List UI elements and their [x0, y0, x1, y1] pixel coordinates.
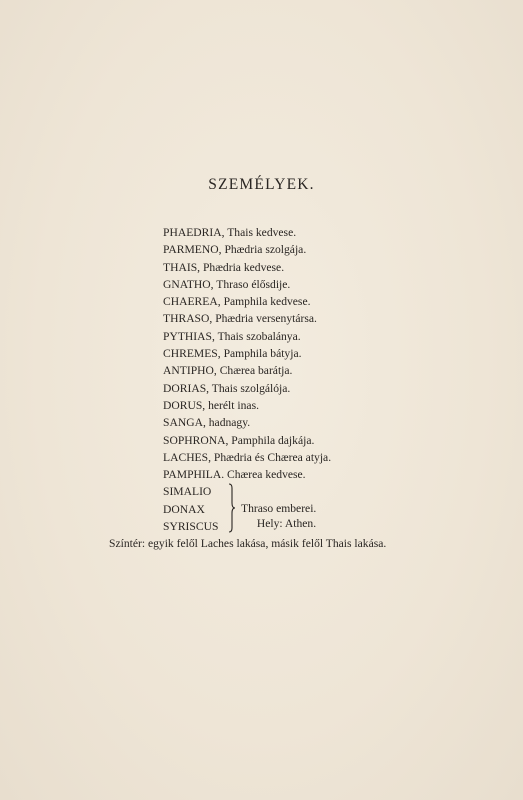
character-name: CHAEREA, [163, 295, 221, 309]
character-name: THRASO, [163, 312, 213, 326]
character-name: SANGA, [163, 416, 206, 430]
character-description: Phædria versenytársa. [215, 312, 317, 326]
cast-list [163, 224, 493, 535]
cast-row [163, 241, 493, 258]
character-description: hadnagy. [208, 416, 251, 430]
cast-row [163, 414, 493, 431]
cast-row [163, 466, 493, 483]
character-name: PYTHIAS, [163, 329, 215, 343]
character-description: Thraso élősdije. [216, 277, 291, 291]
character-name: DORUS, [163, 398, 206, 412]
cast-row [163, 259, 493, 276]
character-description: Chærea barátja. [219, 364, 293, 378]
character-name: PAMPHILA. [163, 468, 225, 482]
page-title: SZEMÉLYEK. [208, 176, 315, 193]
cast-row [163, 432, 493, 449]
setting-block [0, 517, 523, 550]
cast-row [163, 224, 493, 241]
character-description: Pamphila bátyja. [223, 347, 302, 361]
place-line: Hely: Athen. [256, 517, 317, 530]
character-name: SIMALIO [163, 485, 212, 499]
character-description: herélt inas. [208, 398, 259, 412]
character-name: THAIS, [163, 260, 201, 274]
character-name: PARMENO, [163, 243, 222, 257]
group-description: Thraso emberei. [241, 502, 317, 516]
character-name: DORIAS, [163, 381, 210, 395]
cast-row [163, 449, 493, 466]
cast-row [163, 397, 493, 414]
cast-row [163, 345, 493, 362]
character-name: GNATHO, [163, 277, 214, 291]
character-name: SYRISCUS [163, 520, 219, 534]
character-description: Thais szolgálója. [211, 381, 291, 395]
cast-row [163, 328, 493, 345]
cast-row [163, 362, 493, 379]
character-name: LACHES, [163, 450, 211, 464]
character-description: Pamphila dajkája. [231, 433, 315, 447]
character-description: Phædria és Chærea atyja. [213, 450, 332, 464]
character-description: Thais kedvese. [227, 226, 297, 239]
character-name: PHAEDRIA, [163, 226, 225, 239]
cast-row [163, 310, 493, 327]
character-description: Phædria szolgája. [224, 243, 307, 257]
character-name: DONAX [163, 502, 205, 516]
character-description: Pamphila kedvese. [223, 295, 311, 309]
character-name: ANTIPHO, [163, 364, 217, 378]
cast-row [163, 380, 493, 397]
cast-row [163, 293, 493, 310]
character-name: SOPHRONA, [163, 433, 229, 447]
character-description: Phædria kedvese. [202, 260, 285, 274]
character-description: Thais szobalánya. [217, 329, 301, 343]
cast-row [163, 276, 493, 293]
character-name: CHREMES, [163, 347, 221, 361]
scene-line: Színtér: egyik felől Laches lakása, másik felől Thais lakása. [109, 537, 387, 550]
character-description: Chærea kedvese. [227, 468, 306, 482]
